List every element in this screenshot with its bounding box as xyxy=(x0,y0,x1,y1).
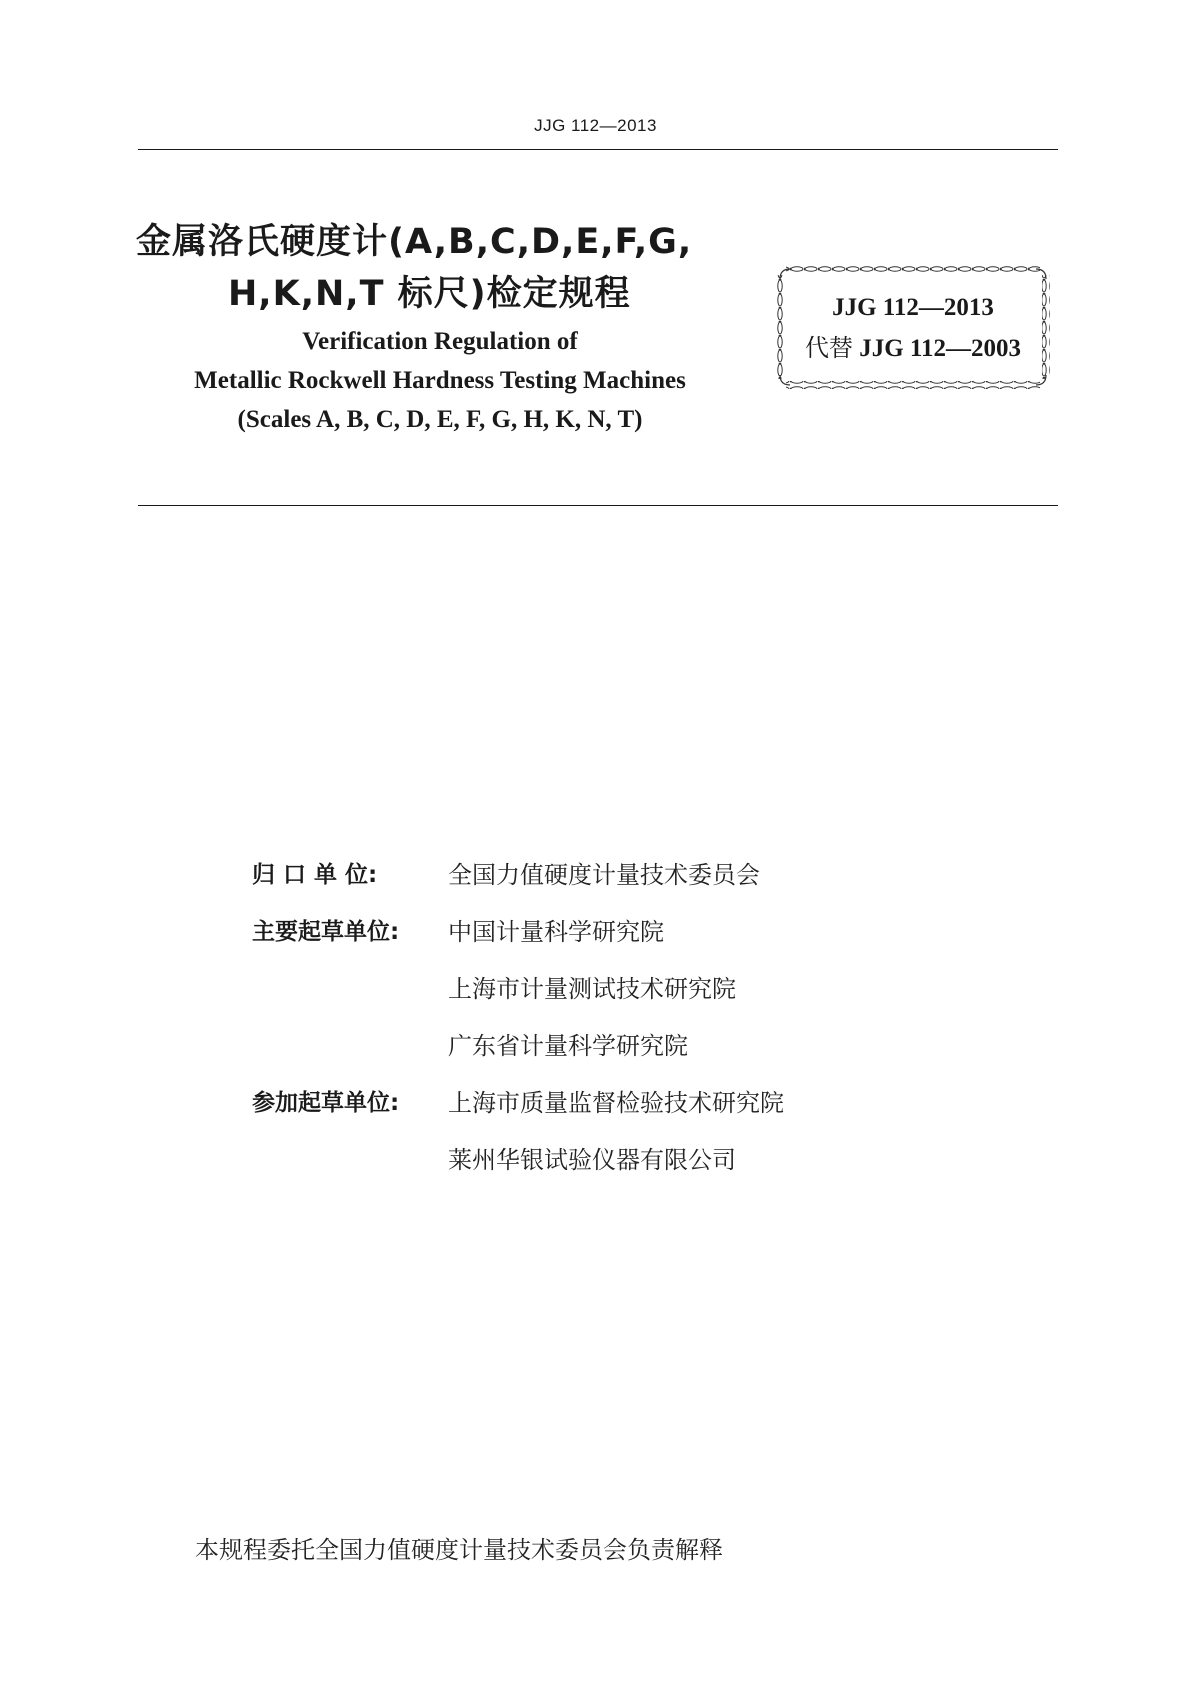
title-en-line2: Metallic Rockwell Hardness Testing Machines xyxy=(194,367,686,394)
main-drafting-unit-3: 广东省计量科学研究院 xyxy=(448,1032,688,1060)
replaced-code: JJG 112—2003 xyxy=(859,335,1022,362)
header-rule xyxy=(138,149,1058,150)
title-en-line1: Verification Regulation of xyxy=(302,328,578,355)
running-header-code: JJG 112—2013 xyxy=(534,116,657,135)
participating-unit-1: 上海市质量监督检验技术研究院 xyxy=(448,1089,784,1117)
interpretation-note: 本规程委托全国力值硬度计量技术委员会负责解释 xyxy=(195,1536,723,1564)
standard-code: JJG 112—2013 xyxy=(832,294,994,321)
participating-unit-2: 莱州华银试验仪器有限公司 xyxy=(448,1146,736,1174)
title-en-line3: (Scales A, B, C, D, E, F, G, H, K, N, T) xyxy=(237,406,643,433)
centralized-unit: 全国力值硬度计量技术委员会 xyxy=(448,861,760,889)
decorative-border xyxy=(776,265,1050,389)
standard-code-box xyxy=(776,265,1050,389)
title-cn-line1: 金属洛氏硬度计(A,B,C,D,E,F,G, xyxy=(136,222,693,262)
main-drafting-unit-1: 中国计量科学研究院 xyxy=(448,918,664,946)
title-rule xyxy=(138,505,1058,506)
participating-drafting-label: 参加起草单位: xyxy=(252,1090,400,1116)
replaces-prefix: 代替 xyxy=(804,334,853,362)
replaces-line xyxy=(776,333,1050,364)
main-drafting-label: 主要起草单位: xyxy=(252,919,400,945)
main-drafting-unit-2: 上海市计量测试技术研究院 xyxy=(448,975,736,1003)
title-cn-line2: H,K,N,T 标尺)检定规程 xyxy=(228,274,631,314)
centralized-unit-label: 归 口 单 位: xyxy=(252,862,378,888)
